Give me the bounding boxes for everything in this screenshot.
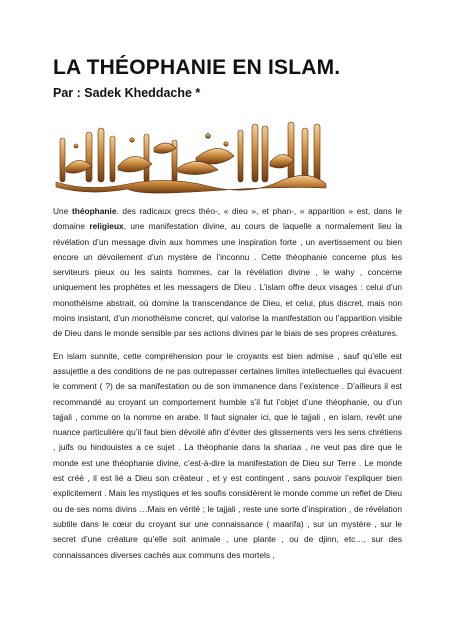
arabic-calligraphy-icon xyxy=(48,118,330,198)
paragraph-1-part-3: , une manifestation divine, au cours de laquelle a normalement lieu la révélation d’un message divin aux hommes une inspiration forte , un avertissement ou bien encore un dévoilement d’un mystère de l’inconnu . Cette théophanie concerne plus les serviteurs pieux ou les saints hommes, car la révélation divine , le wahy , concerne uniquement les prophètes et les messagers de Dieu . L’islam offre deux visages : celui d’un monothéisme abstrait, où domine la transcendance de Dieu, et celui, plus discret, mais non moins insistant, d’un monothéisme concret, qui valorise la manifestation ou l’apparition visible de Dieu dans le monde sensible par ses actions divines par le biais de ses propres créatures. xyxy=(53,221,403,339)
paragraph-2: En islam sunnite, cette compréhension pour le croyants est bien admise , sauf qu’elle est assujettie a des conditions de ne pas outrepasser certaines limites intellectuelles qui évacuent le comment ( ?) de sa manifestation ou de son immanence dans l’existence . D’ailleurs il est recommandé au croyant un comportement humble s’il fut l’objet d’une théophanie, ou d’un tajjali , comme on la nomme en arabe. Il faut signaler ici, que le tajjali , en islam, revêt une nuance particulière qu’il faut bien dévoilé afin d’éviter des glissements vers les sens chrétiens , juifs ou hindouistes a ce sujet . La théophanie dans la shariaa , ne veut pas dire que le monde est une théophanie divine, c’est-à-dire la manifestation de Dieu sur Terre . Le monde est créé , il est lié a Dieu son créateur , et y est contingent , sans pouvoir l’expliquer bien explicitement . Mais les mystiques et les soufis considèrent le monde comme un reflet de Dieu ou de ses noms divins …Mais en vérité ; le tajjali , reste une sorte d’inspiration , de révélation subtile dans le cœur du croyant sur une connaissance ( maarifa) , sur un mystère , sur le secret d’une créature qu’elle soit animale , une plante , ou de djinn, etc…, sur des connaissances diverses cachés aux communs des mortels , xyxy=(53,350,402,560)
paragraph-1 xyxy=(53,204,402,342)
page-title: LA THÉOPHANIE EN ISLAM. xyxy=(53,56,341,79)
term-theophanie: théophanie xyxy=(71,206,117,216)
article-body xyxy=(53,204,402,570)
paragraph-1-part-2: . des radicaux grecs théo-, « dieu », et phan-, « apparition » est, dans le domaine xyxy=(53,206,403,232)
paragraph-1-part-1: Une xyxy=(53,206,72,216)
term-religieux: religieux xyxy=(89,221,124,232)
author-line: Par : Sadek Kheddache * xyxy=(53,86,201,100)
